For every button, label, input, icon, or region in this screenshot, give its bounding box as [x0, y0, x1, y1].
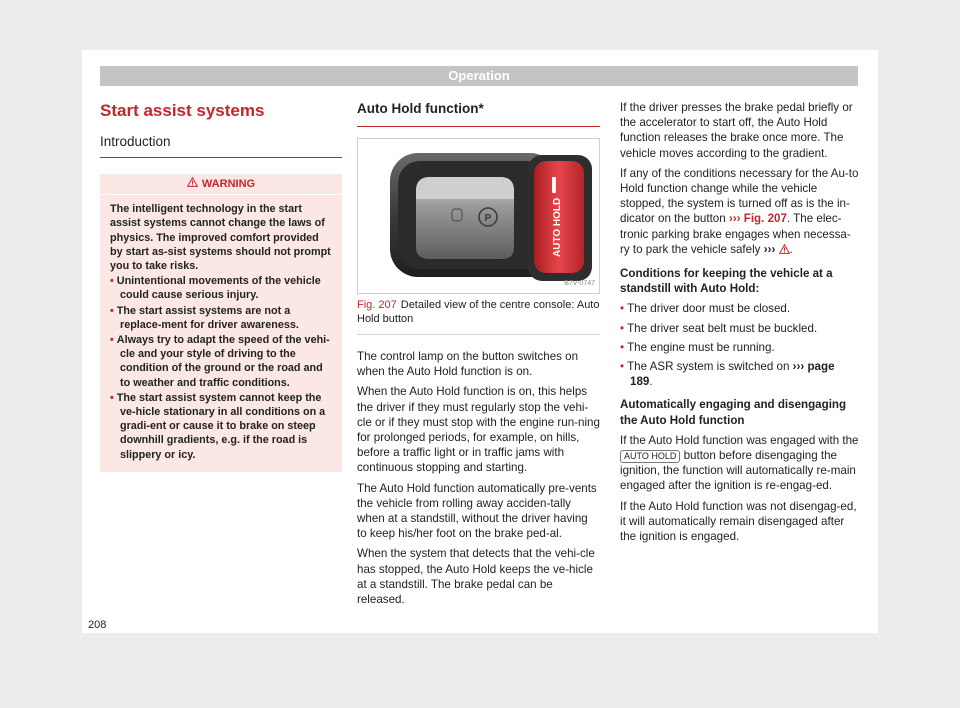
- conditions-heading: Conditions for keeping the vehicle at a standstill with Auto Hold:: [620, 267, 833, 296]
- column-middle: [357, 100, 600, 612]
- figure-caption: Fig. 207 Detailed view of the centre console: Auto Hold button: [357, 298, 600, 335]
- warning-bullet: • Unintentional movements of the vehicle could cause serious injury.: [110, 275, 321, 302]
- figure-auto-hold-button: [357, 138, 600, 294]
- paragraph: The control lamp on the button switches on when the Auto Hold function is on.: [357, 350, 579, 379]
- column-right: [620, 100, 860, 549]
- warning-intro: The intelligent technology in the start assist systems cannot change the laws of physics. The improved comfort provided by start as-sist systems should not prompt you to take risks.: [110, 203, 331, 273]
- column-left: [100, 100, 342, 472]
- auto-hold-key: AUTO HOLD: [620, 450, 680, 463]
- warning-body: [100, 195, 342, 472]
- warning-triangle-icon: [779, 243, 790, 258]
- bullet-icon: •: [620, 321, 625, 335]
- warning-header: [100, 174, 342, 195]
- paragraph: When the Auto Hold function is on, this helps the driver if they must regularly stop the vehi-cle or if they must stop with the engine run-ning for prolonged periods, for example, on hills, before a traffic light or in traffic jams with continuous stopping and starting.: [357, 385, 600, 475]
- bullet-icon: •: [620, 360, 625, 374]
- page-reference-link[interactable]: ››› page 189: [630, 360, 835, 389]
- figure-code: B7V-0747: [564, 279, 595, 287]
- svg-text:P: P: [484, 213, 492, 224]
- paragraph: The Auto Hold function automatically pre-vents the vehicle from rolling away acciden-tally when at a standstill, without the driver having to keep his/her foot on the brake ped-al.: [357, 481, 597, 541]
- bullet-icon: •: [110, 334, 114, 347]
- warning-label: WARNING: [201, 178, 256, 191]
- paragraph: If the driver presses the brake pedal briefly or the accelerator to start off, the Auto Hold function releases the brake once more. The vehicle moves according to the gradient.: [620, 101, 853, 160]
- paragraph: When the system that detects that the vehi-cle has stopped, the Auto Hold keeps the ve-hicle at a standstill. The brake pedal can be released.: [357, 547, 595, 607]
- section-title: Start assist systems: [100, 101, 265, 120]
- paragraph: If any of the conditions necessary for the Au-to Hold function change while the vehicle stopped, the system is turned off as is the in-dicator on the button ››› Fig. 207. The elec-tronic parking brake engages when necessa-ry to park the vehicle safely ››› .: [620, 166, 860, 258]
- subsection-heading: Auto Hold function*: [357, 100, 600, 127]
- paragraph: If the Auto Hold function was engaged with the AUTO HOLD button before disengaging the ignition, the function will automatically re-main engaged after the ignition is re-engag-ed.: [620, 433, 859, 493]
- warning-bullet: • The start assist systems are not a replace-ment for driver awareness.: [110, 304, 299, 331]
- warning-triangle-icon: [187, 174, 198, 194]
- figure-reference-link[interactable]: ››› Fig. 207: [728, 212, 787, 226]
- list-item: • The driver seat belt must be buckled.: [620, 321, 818, 335]
- arrows-link[interactable]: ›››: [763, 242, 776, 256]
- body-text: [357, 349, 600, 607]
- auto-hold-button-text: AUTO HOLD: [552, 197, 563, 257]
- bullet-icon: •: [110, 275, 114, 288]
- bullet-icon: •: [620, 340, 625, 354]
- console-illustration: [358, 139, 599, 293]
- bullet-icon: •: [110, 304, 114, 317]
- chapter-header: Operation: [100, 66, 858, 86]
- warning-bullet: • The start assist system cannot keep the ve-hicle stationary in all conditions on a gradi-ent or cause it to brake on steep downhill gradients, e.g. if the road is slippery or icy.: [110, 391, 326, 461]
- subsection-title: Introduction: [100, 134, 342, 158]
- page-number: 208: [88, 619, 107, 631]
- list-item: • The ASR system is switched on ››› page 189.: [620, 360, 835, 389]
- warning-bullet: • Always try to adapt the speed of the vehi-cle and your style of driving to the condition of the ground or the road and to weather and traffic conditions.: [110, 334, 330, 389]
- paragraph: If the Auto Hold function was not disengag-ed, it will automatically remain disengaged after the ignition is engaged.: [620, 499, 857, 544]
- bullet-icon: •: [110, 391, 114, 404]
- list-item: • The engine must be running.: [620, 340, 775, 354]
- auto-heading: Automatically engaging and disengaging the Auto Hold function: [620, 398, 847, 427]
- warning-box: [100, 174, 342, 472]
- figure-label: Fig. 207: [357, 299, 397, 311]
- bullet-icon: •: [620, 302, 625, 316]
- list-item: • The driver door must be closed.: [620, 302, 791, 316]
